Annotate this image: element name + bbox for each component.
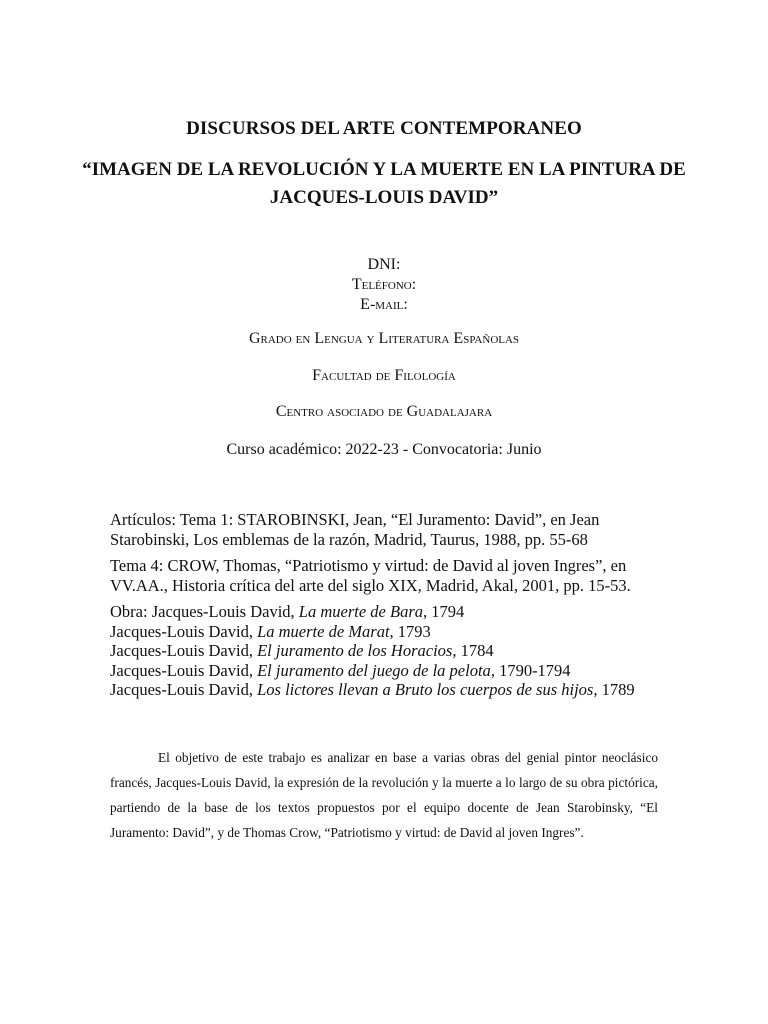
degree-name: Grado en Lengua y Literatura Españolas (248, 330, 520, 347)
faculty-name: Facultad de Filología (312, 367, 456, 384)
work-item: Jacques-Louis David, El juramento del juego de la pelota, 1790-1794 (110, 660, 571, 680)
article-reference-1: Artículos: Tema 1: STAROBINSKI, Jean, “El Juramento: David”, en Jean Starobinski, Los emblemas de la razón, Madrid, Taurus, 1988, pp. 55-68 (110, 510, 600, 549)
article-reference-2: Tema 4: CROW, Thomas, “Patriotismo y virtud: de David al joven Ingres”, en VV.AA., Historia crítica del arte del siglo XIX, Madrid, Akal, 2001, pp. 15-53. (110, 556, 631, 595)
intro-paragraph (110, 745, 658, 845)
works-list (110, 602, 670, 700)
work-item: Jacques-Louis David, La muerte de Marat, 1793 (110, 621, 431, 641)
work-item: Obra: Jacques-Louis David, La muerte de Bara, 1794 (110, 602, 465, 621)
body-paragraph: El objetivo de este trabajo es analizar en base a varias obras del genial pintor neoclásico francés, Jacques-Louis David, la expresión de la revolución y la muerte a lo largo de su obra pictórica, partiendo de la base de los textos propuestos por el equipo docente de Jean Starobinsky, “El Juramento: David”, y de Thomas Crow, “Patriotismo y virtud: de David al joven Ingres”. (110, 750, 658, 840)
course-year: Curso académico: 2022-23 - Convocatoria: Junio (226, 441, 542, 458)
phone-label: Teléfono: (351, 276, 417, 293)
center-name: Centro asociado de Guadalajara (275, 403, 493, 420)
dni-label: DNI: (367, 256, 401, 273)
work-item: Jacques-Louis David, El juramento de los Horacios, 1784 (110, 641, 494, 660)
email-label: E-mail: (360, 296, 408, 313)
references-block (110, 510, 670, 700)
work-item: Jacques-Louis David, Los lictores llevan a Bruto los cuerpos de sus hijos, 1789 (110, 680, 635, 699)
essay-title: “IMAGEN DE LA REVOLUCIÓN Y LA MUERTE EN LA PINTURA DE JACQUES-LOUIS DAVID” (82, 159, 686, 208)
course-title: DISCURSOS DEL ARTE CONTEMPORANEO (186, 118, 582, 139)
